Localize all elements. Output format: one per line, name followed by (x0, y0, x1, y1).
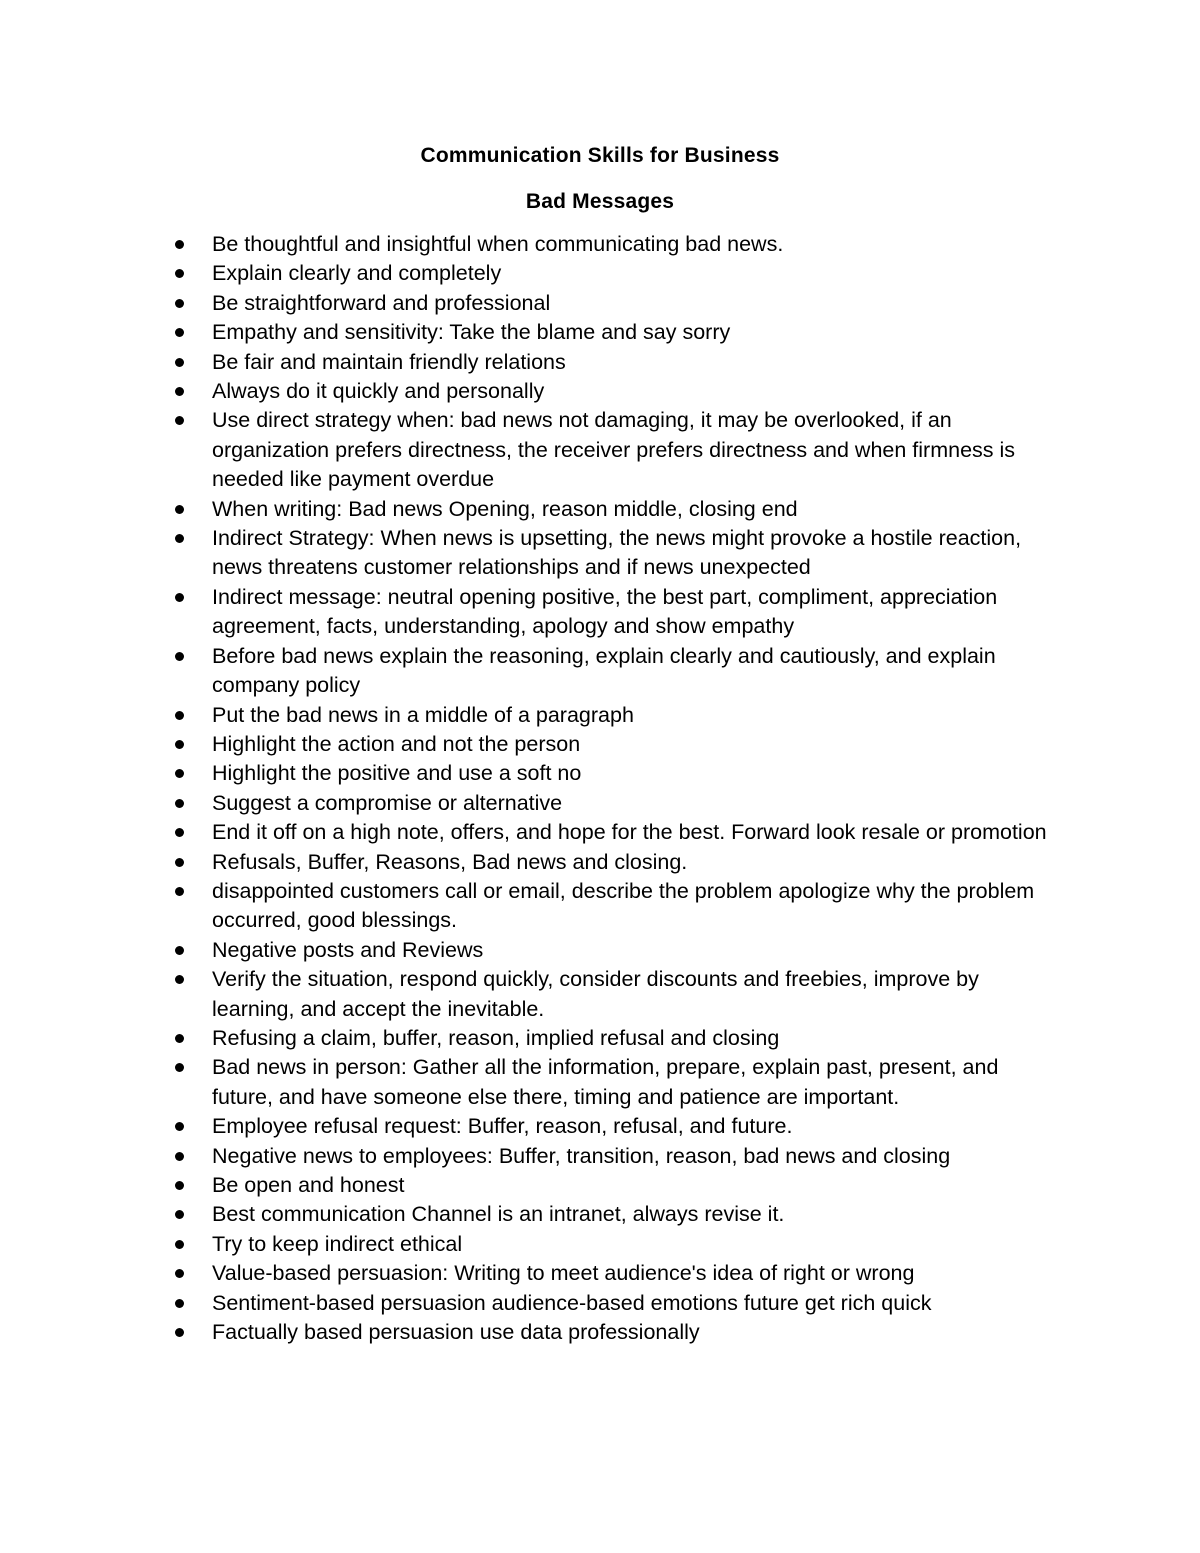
bullet-dot-icon (175, 1269, 184, 1278)
bullet-dot-icon (175, 416, 184, 425)
bullet-dot-icon (175, 828, 184, 837)
list-item (0, 1171, 1062, 1200)
list-item (0, 495, 1062, 524)
list-item (0, 1259, 1062, 1288)
list-item-text: Refusing a claim, buffer, reason, implied refusal and closing (212, 1025, 780, 1050)
list-item (0, 1112, 1062, 1141)
bullet-dot-icon (175, 387, 184, 396)
list-item-text: When writing: Bad news Opening, reason middle, closing end (212, 496, 798, 521)
list-item-text: Indirect Strategy: When news is upsetting, the news might provoke a hostile reaction, news threatens customer relationships and if news unexpected (212, 526, 1022, 580)
list-item (0, 377, 1062, 406)
list-item (0, 406, 1062, 494)
bullet-dot-icon (175, 1240, 184, 1249)
bullet-dot-icon (175, 358, 184, 367)
bullet-dot-icon (175, 975, 184, 984)
list-item-text: Use direct strategy when: bad news not damaging, it may be overlooked, if an organization prefers directness, the receiver prefers directness and when firmness is needed like payment overdue (212, 408, 1016, 492)
bullet-dot-icon (175, 858, 184, 867)
list-item (0, 583, 1062, 642)
bullet-dot-icon (175, 887, 184, 896)
bullet-dot-icon (175, 1328, 184, 1337)
list-item-text: Highlight the action and not the person (212, 731, 581, 756)
list-item (0, 818, 1062, 847)
list-item (0, 701, 1062, 730)
list-item-text: Best communication Channel is an intranet, always revise it. (212, 1202, 785, 1227)
list-item-text: Employee refusal request: Buffer, reason, refusal, and future. (212, 1114, 793, 1139)
bullet-dot-icon (175, 711, 184, 720)
list-item (0, 1230, 1062, 1259)
bullet-dot-icon (175, 240, 184, 249)
list-item-text: End it off on a high note, offers, and hope for the best. Forward look resale or promotion (212, 820, 1047, 845)
document-subtitle: Bad Messages (525, 190, 675, 213)
bullet-dot-icon (175, 269, 184, 278)
list-item-text: Explain clearly and completely (212, 261, 502, 286)
list-item-text: Try to keep indirect ethical (212, 1231, 463, 1256)
list-item (0, 1200, 1062, 1229)
list-item-text: Sentiment-based persuasion audience-based emotions future get rich quick (212, 1290, 932, 1315)
list-item (0, 348, 1062, 377)
list-item (0, 965, 1062, 1024)
bullet-dot-icon (175, 1152, 184, 1161)
list-item (0, 1318, 1062, 1347)
list-item-text: Indirect message: neutral opening positive, the best part, compliment, appreciation agreement, facts, understanding, apology and show empathy (212, 584, 998, 639)
list-item-text: Factually based persuasion use data professionally (212, 1320, 700, 1345)
bullet-dot-icon (175, 505, 184, 514)
list-item-text: Verify the situation, respond quickly, consider discounts and freebies, improve by learning, and accept the inevitable. (212, 967, 979, 1021)
bullet-dot-icon (175, 769, 184, 778)
bullet-dot-icon (175, 593, 184, 602)
bullet-dot-icon (175, 1299, 184, 1308)
list-item-text: Negative news to employees: Buffer, transition, reason, bad news and closing (212, 1143, 951, 1168)
bullet-dot-icon (175, 1122, 184, 1131)
bullet-dot-icon (175, 799, 184, 808)
list-item-text: Value-based persuasion: Writing to meet audience's idea of right or wrong (212, 1261, 915, 1286)
list-item-text: Empathy and sensitivity: Take the blame and say sorry (212, 320, 731, 345)
bullet-dot-icon (175, 534, 184, 543)
bullet-dot-icon (175, 1034, 184, 1043)
bullet-dot-icon (175, 1181, 184, 1190)
bullet-dot-icon (175, 328, 184, 337)
list-item-text: Be open and honest (212, 1173, 405, 1197)
list-item (0, 936, 1062, 965)
list-item (0, 1024, 1062, 1053)
list-item-text: Refusals, Buffer, Reasons, Bad news and closing. (212, 849, 688, 874)
list-item (0, 1289, 1062, 1318)
list-item-text: disappointed customers call or email, describe the problem apologize why the problem occurred, good blessings. (212, 878, 1035, 933)
bullet-list (0, 230, 1200, 1347)
list-item-text: Suggest a compromise or alternative (212, 790, 563, 815)
list-item-text: Bad news in person: Gather all the information, prepare, explain past, present, and future, and have someone else there, timing and patience are important. (212, 1055, 999, 1109)
bullet-dot-icon (175, 1210, 184, 1219)
list-item (0, 289, 1062, 318)
bullet-dot-icon (175, 652, 184, 661)
list-item-text: Be thoughtful and insightful when communicating bad news. (212, 232, 784, 256)
list-item-text: Highlight the positive and use a soft no (212, 761, 582, 786)
bullet-dot-icon (175, 1063, 184, 1072)
list-item (0, 1142, 1062, 1171)
list-item (0, 259, 1062, 288)
list-item-text: Be straightforward and professional (212, 290, 551, 315)
bullet-dot-icon (175, 946, 184, 955)
list-item-text: Before bad news explain the reasoning, explain clearly and cautiously, and explain company policy (212, 643, 996, 698)
list-item (0, 524, 1062, 583)
list-item (0, 789, 1062, 818)
list-item (0, 1053, 1062, 1112)
list-item (0, 848, 1062, 877)
list-item (0, 230, 1062, 259)
bullet-dot-icon (175, 740, 184, 749)
bullet-dot-icon (175, 299, 184, 308)
list-item-text: Always do it quickly and personally (212, 379, 545, 404)
list-item (0, 642, 1062, 701)
list-item-text: Negative posts and Reviews (212, 937, 484, 962)
document-title: Communication Skills for Business (420, 144, 780, 167)
list-item (0, 318, 1062, 347)
list-item-text: Be fair and maintain friendly relations (212, 349, 566, 374)
list-item (0, 730, 1062, 759)
list-item (0, 877, 1062, 936)
list-item-text: Put the bad news in a middle of a paragraph (212, 702, 634, 727)
list-item (0, 759, 1062, 788)
